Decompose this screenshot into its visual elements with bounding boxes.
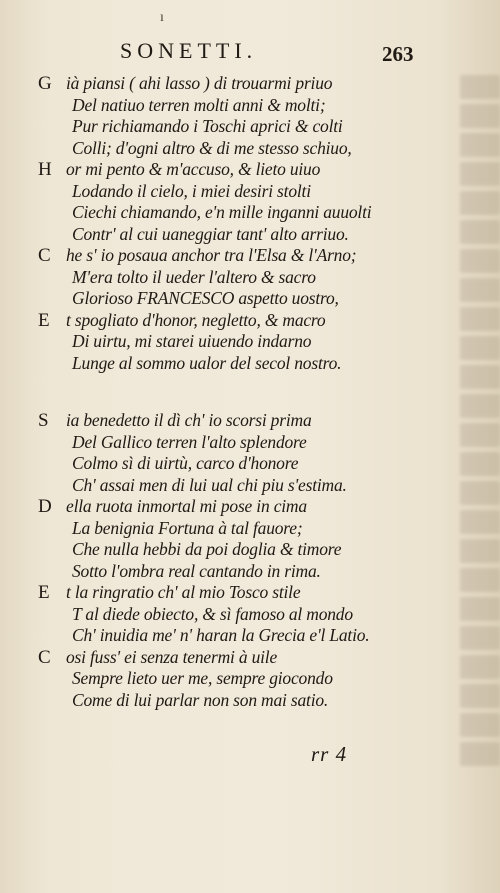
verse-line <box>38 224 458 246</box>
verse-text: Lunge al sommo ualor del secol nostro. <box>72 352 342 373</box>
verse-line <box>38 410 458 432</box>
verse-text: or mi pento & m'accuso, & lieto uiuo <box>66 159 321 179</box>
verse-text: t spogliato d'honor, negletto, & macro <box>66 309 326 330</box>
verse-text: Glorioso FRANCESCO aspetto uostro, <box>72 288 339 308</box>
verse-text: Ciechi chiamando, e'n mille inganni auuolti <box>72 202 372 222</box>
page-number: 263 <box>382 42 414 66</box>
verse-line <box>38 138 458 160</box>
verse-text: Del Gallico terren l'alto splendore <box>72 431 307 452</box>
verse-line <box>38 604 458 626</box>
verse-line <box>38 625 458 647</box>
verse-line <box>38 159 458 181</box>
verse-line <box>38 475 458 497</box>
initial-letter: S <box>38 410 49 431</box>
verse-text: Sempre lieto uer me, sempre giocondo <box>72 668 333 688</box>
verse-line <box>38 267 458 289</box>
verse-line <box>38 310 458 332</box>
verse-line <box>38 647 458 669</box>
top-mark: ı <box>160 10 164 25</box>
verse-line <box>38 181 458 203</box>
initial-letter: G <box>38 73 52 94</box>
bleed-through-text <box>460 70 500 830</box>
verse-line <box>38 116 458 138</box>
verse-line <box>38 496 458 518</box>
initial-letter: C <box>38 646 51 668</box>
verse-line <box>38 432 458 454</box>
verse-text: ià piansi ( ahi lasso ) di trouarmi priuo <box>66 73 333 93</box>
verse-text: Ch' inuidia me' n' haran la Grecia e'l Latio. <box>72 625 370 645</box>
verse-text: t la ringratio ch' al mio Tosco stile <box>66 582 301 602</box>
verse-line <box>38 245 458 267</box>
verse-line <box>38 73 458 95</box>
verse-text: Di uirtu, mi starei uiuendo indarno <box>72 331 312 351</box>
verse-text: osi fuss' ei senza tenermi à uile <box>66 646 278 667</box>
initial-letter: E <box>38 309 50 331</box>
verse-line <box>38 582 458 604</box>
verse-line <box>38 453 458 475</box>
verse-text: he s' io posaua anchor tra l'Elsa & l'Arno; <box>66 245 357 265</box>
verse-line <box>38 518 458 540</box>
verse-text: Del natiuo terren molti anni & molti; <box>72 94 326 115</box>
verse-line <box>38 561 458 583</box>
verse-text: Pur richiamando i Toschi aprici & colti <box>72 116 343 136</box>
verse-text: T al diede obiecto, & sì famoso al mondo <box>72 603 353 624</box>
signature-mark: rr 4 <box>311 742 348 766</box>
verse-text: Lodando il cielo, i miei desiri stolti <box>72 180 311 201</box>
verse-text: Ch' assai men di lui ual chi piu s'estima. <box>72 474 347 495</box>
verse-text: Contr' al cui uaneggiar tant' alto arriuo. <box>72 223 349 244</box>
initial-letter: D <box>38 496 52 517</box>
running-header: SONETTI. <box>120 38 258 63</box>
verse-text: Come di lui parlar non son mai satio. <box>72 689 329 710</box>
verse-line <box>38 539 458 561</box>
verse-line <box>38 288 458 310</box>
initial-letter: C <box>38 245 51 266</box>
verse-text: Che nulla hebbi da poi doglia & timore <box>72 539 342 559</box>
initial-letter: E <box>38 582 50 603</box>
verse-text: Colli; d'ogni altro & di me stesso schiuo, <box>72 137 352 158</box>
verse-text: ia benedetto il dì ch' io scorsi prima <box>66 410 312 430</box>
verse-line <box>38 95 458 117</box>
verse-line <box>38 331 458 353</box>
verse-text: La benignia Fortuna à tal fauore; <box>72 517 303 538</box>
initial-letter: H <box>38 159 52 180</box>
verse-line <box>38 690 458 712</box>
sonnet-2 <box>38 410 458 711</box>
verse-text: ella ruota inmortal mi pose in cima <box>66 496 307 516</box>
verse-text: Colmo sì di uirtù, carco d'honore <box>72 453 299 473</box>
verse-text: Sotto l'ombra real cantando in rima. <box>72 560 321 581</box>
verse-line <box>38 202 458 224</box>
verse-line <box>38 353 458 375</box>
sonnet-1 <box>38 73 458 374</box>
verse-text: M'era tolto il ueder l'altero & sacro <box>72 266 316 287</box>
verse-line <box>38 668 458 690</box>
